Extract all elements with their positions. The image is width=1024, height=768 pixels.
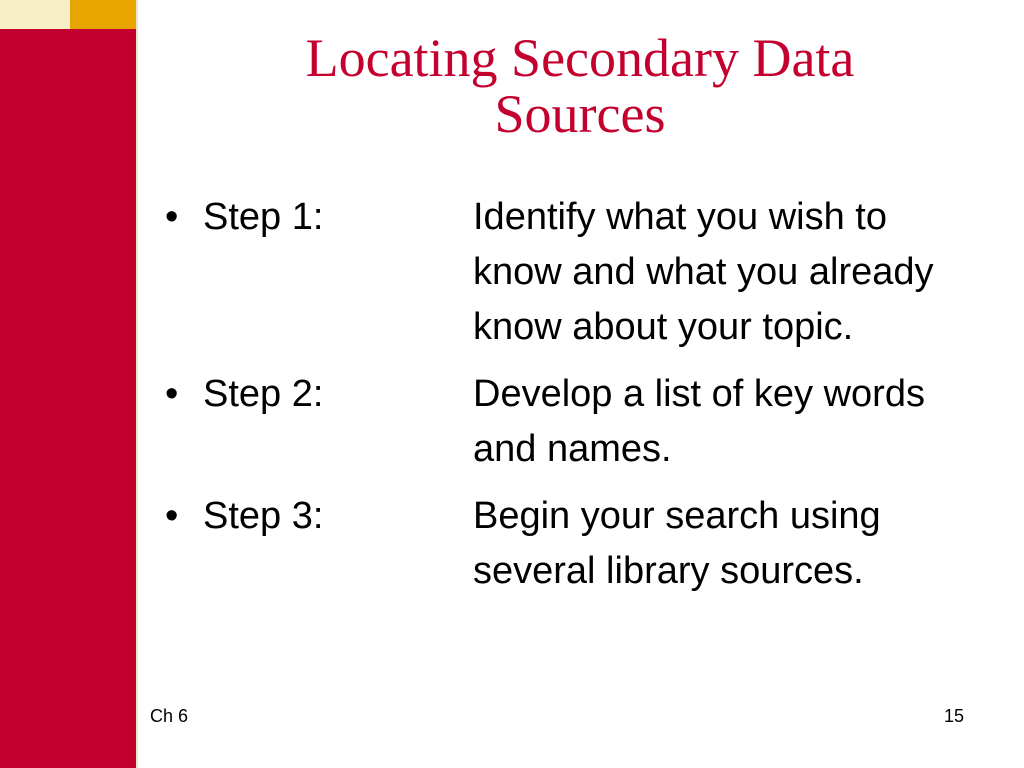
bullet-description: Identify what you wish to know and what you already know about your topic. bbox=[473, 196, 934, 348]
bullet-dot-icon: • bbox=[165, 373, 179, 415]
slide-title-line-1: Locating Secondary Data bbox=[305, 28, 855, 88]
bullet-list bbox=[165, 190, 1005, 611]
bullet-item-step-3 bbox=[165, 489, 1005, 599]
bullet-item-step-2 bbox=[165, 367, 1005, 477]
bullet-dot-icon: • bbox=[165, 495, 179, 537]
bullet-item-step-1 bbox=[165, 190, 1005, 355]
footer-chapter: Ch 6 bbox=[150, 706, 189, 726]
corner-block-gold bbox=[70, 0, 136, 29]
side-band bbox=[0, 0, 136, 768]
bullet-step-label: Step 2: bbox=[203, 373, 324, 415]
bullet-description: Begin your search using several library sources. bbox=[473, 495, 881, 592]
bullet-dot-icon: • bbox=[165, 196, 179, 238]
bullet-description: Develop a list of key words and names. bbox=[473, 373, 925, 470]
slide-title-line-2: Sources bbox=[494, 84, 666, 144]
bullet-step-label: Step 1: bbox=[203, 196, 324, 238]
corner-block-cream bbox=[0, 0, 70, 29]
side-rule bbox=[136, 0, 138, 768]
bullet-step-label: Step 3: bbox=[203, 495, 324, 537]
slide-title bbox=[150, 30, 1010, 142]
page-number: 15 bbox=[943, 706, 964, 726]
